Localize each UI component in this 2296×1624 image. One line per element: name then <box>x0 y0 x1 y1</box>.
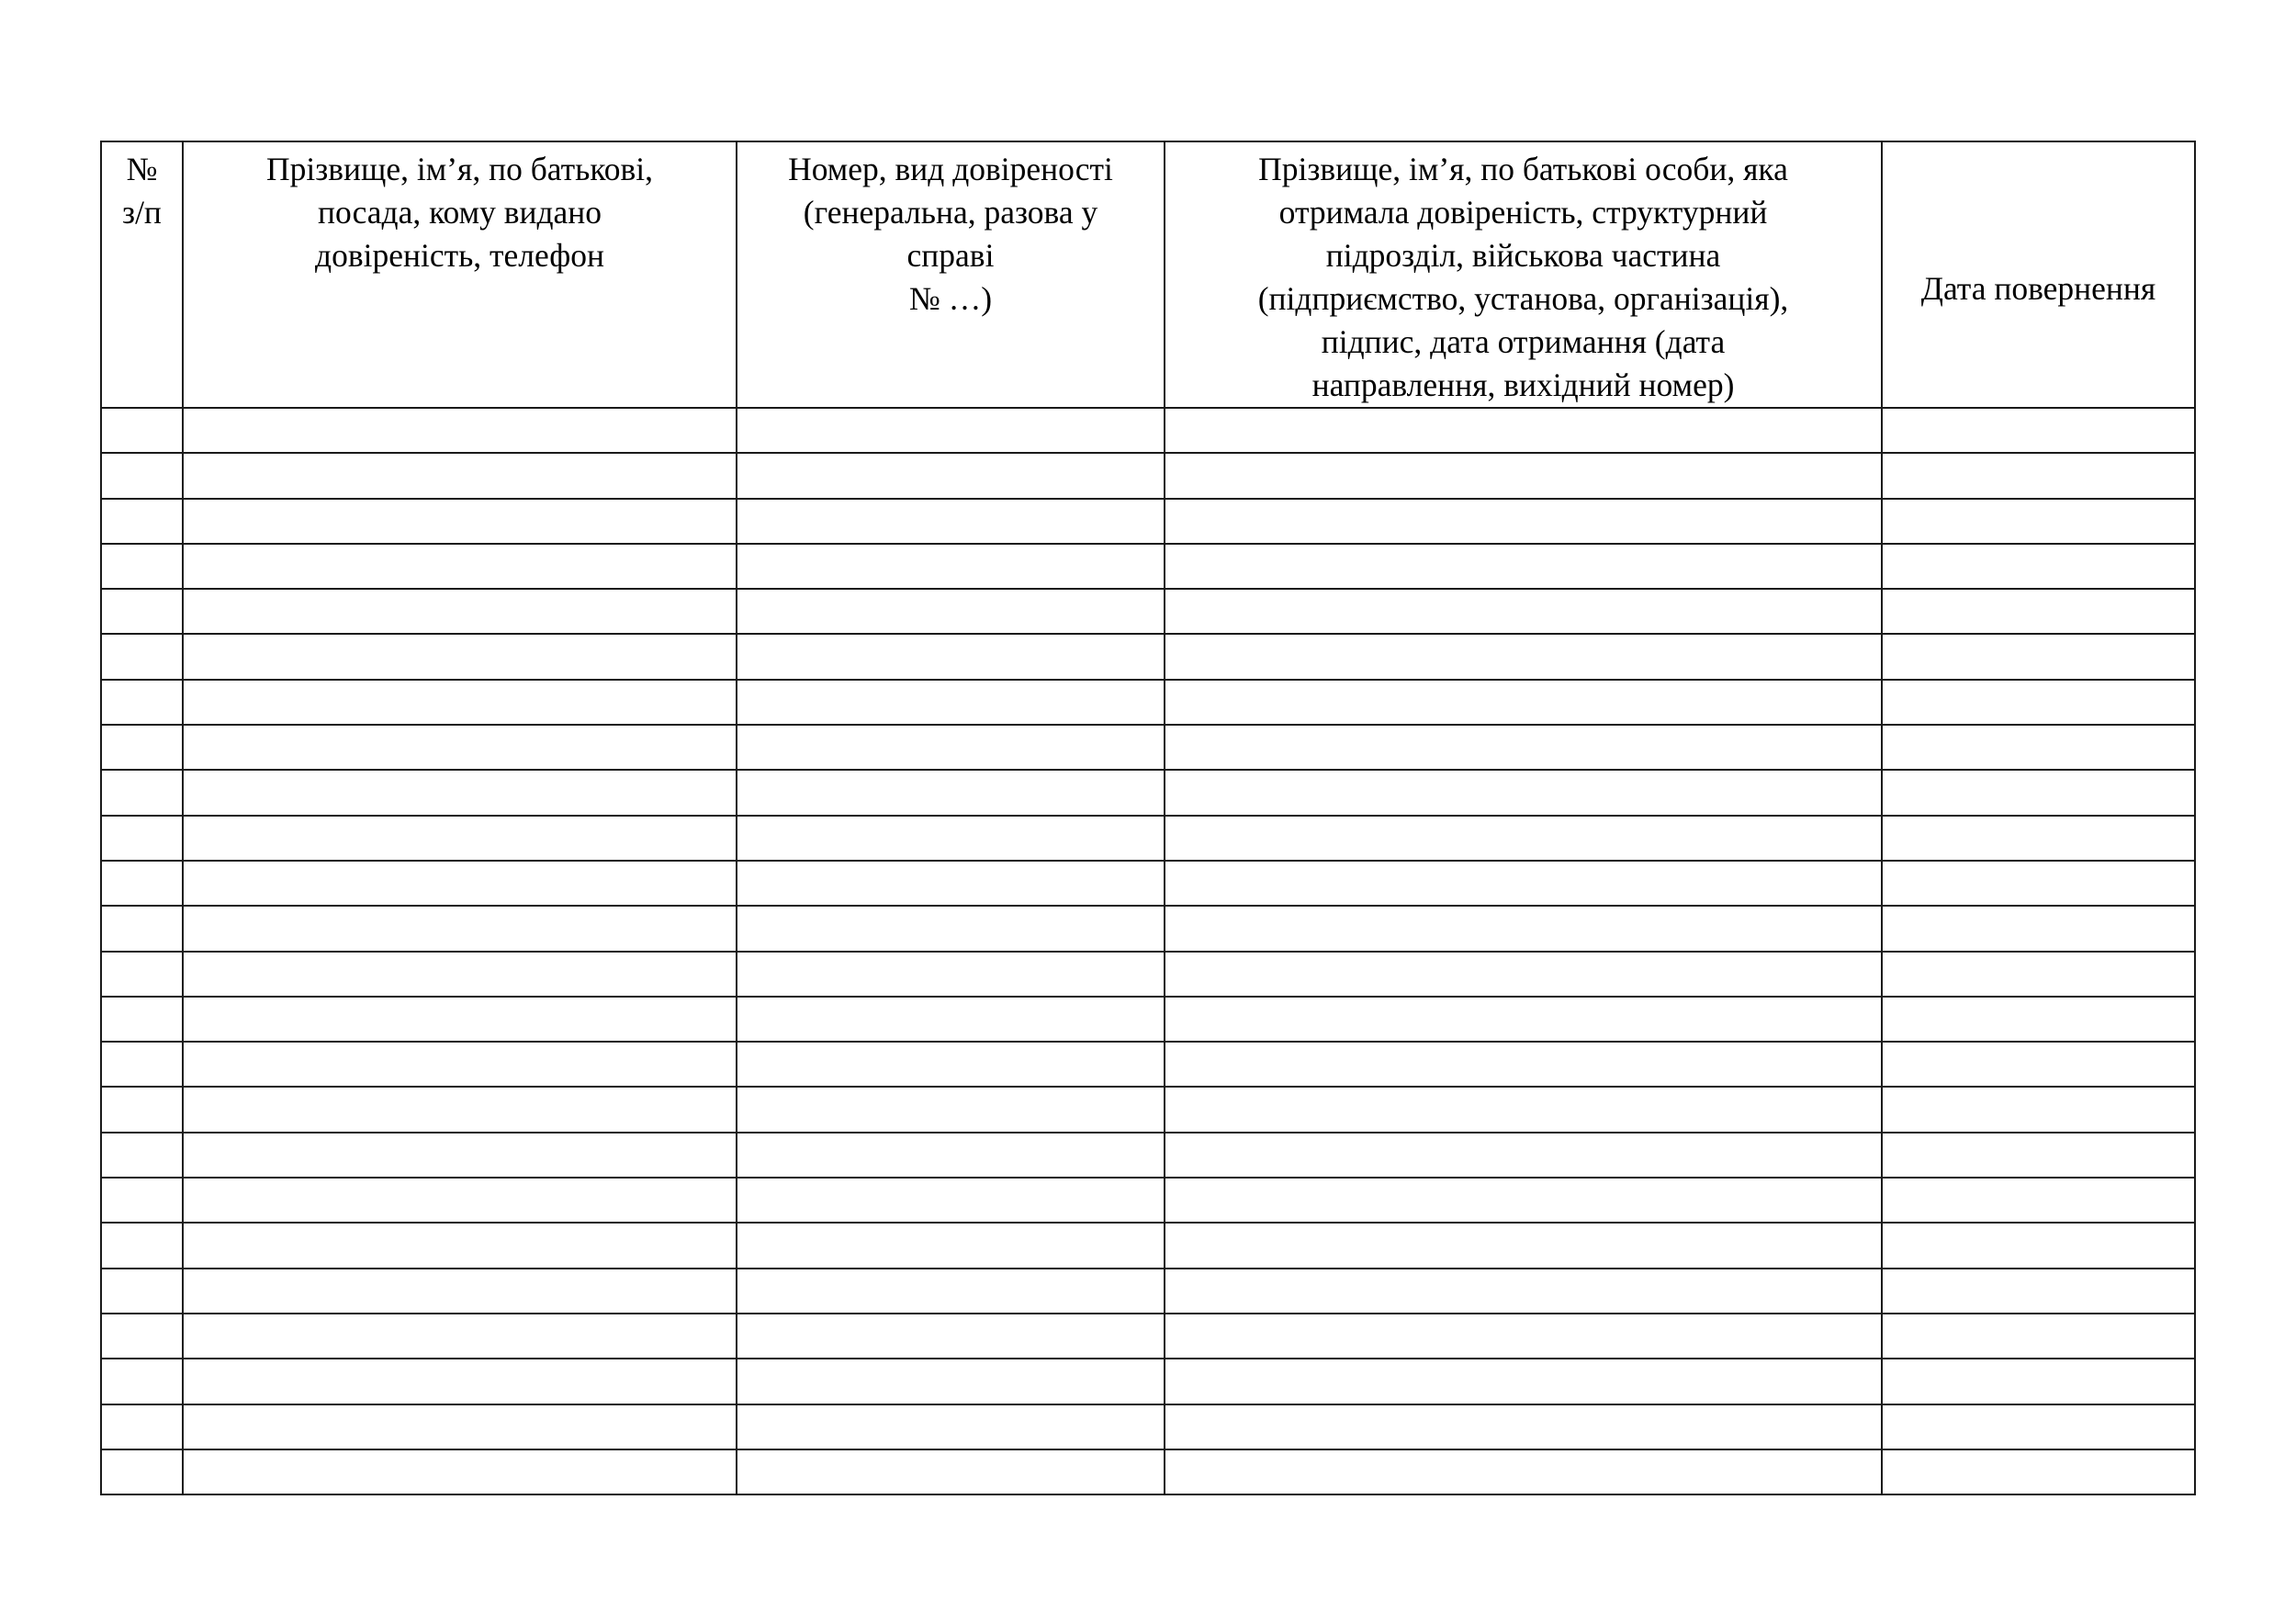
table-row <box>101 1404 2195 1449</box>
table-row <box>101 634 2195 679</box>
table-cell-received_by[interactable] <box>1165 1449 1882 1494</box>
table-cell-received_by[interactable] <box>1165 1087 1882 1132</box>
header-number: № з/п <box>101 141 183 408</box>
table-cell-received_by[interactable] <box>1165 1178 1882 1223</box>
table-row <box>101 906 2195 951</box>
table-cell-poa_number_type[interactable] <box>737 1133 1165 1178</box>
table-cell-return_date[interactable] <box>1882 1449 2195 1494</box>
table-cell-received_by[interactable] <box>1165 861 1882 906</box>
table-cell-poa_number_type[interactable] <box>737 499 1165 544</box>
table-cell-poa_number_type[interactable] <box>737 1223 1165 1268</box>
table-cell-num[interactable] <box>101 997 183 1042</box>
table-cell-received_by[interactable] <box>1165 589 1882 634</box>
table-cell-issued_to[interactable] <box>183 1133 737 1178</box>
table-cell-num[interactable] <box>101 1314 183 1359</box>
table-row <box>101 680 2195 725</box>
table-cell-num[interactable] <box>101 589 183 634</box>
table-cell-num[interactable] <box>101 1269 183 1314</box>
table-cell-received_by[interactable] <box>1165 1223 1882 1268</box>
table-cell-return_date[interactable] <box>1882 499 2195 544</box>
table-cell-received_by[interactable] <box>1165 770 1882 815</box>
table-cell-num[interactable] <box>101 453 183 498</box>
table-row <box>101 1223 2195 1268</box>
table-cell-received_by[interactable] <box>1165 499 1882 544</box>
table-cell-num[interactable] <box>101 544 183 589</box>
table-cell-return_date[interactable] <box>1882 544 2195 589</box>
header-received-by: Прізвище, ім’я, по батькові особи, яка отримала довіреність, структурний підрозділ, військова частина (підприємство, установа, організація), підпис, дата отримання (дата направлення, вихідний номер) <box>1165 141 1882 408</box>
table-row <box>101 499 2195 544</box>
table-cell-poa_number_type[interactable] <box>737 861 1165 906</box>
table-cell-return_date[interactable] <box>1882 589 2195 634</box>
table-cell-received_by[interactable] <box>1165 816 1882 861</box>
table-cell-issued_to[interactable] <box>183 408 737 453</box>
table-cell-poa_number_type[interactable] <box>737 952 1165 997</box>
table-row <box>101 952 2195 997</box>
table-row <box>101 1178 2195 1223</box>
table-cell-return_date[interactable] <box>1882 1087 2195 1132</box>
table-cell-poa_number_type[interactable] <box>737 408 1165 453</box>
table-cell-received_by[interactable] <box>1165 906 1882 951</box>
table-row <box>101 1042 2195 1087</box>
table-cell-return_date[interactable] <box>1882 816 2195 861</box>
table-cell-num[interactable] <box>101 816 183 861</box>
table-cell-poa_number_type[interactable] <box>737 1042 1165 1087</box>
table-cell-issued_to[interactable] <box>183 1404 737 1449</box>
table-cell-issued_to[interactable] <box>183 1223 737 1268</box>
table-cell-poa_number_type[interactable] <box>737 1087 1165 1132</box>
table-cell-num[interactable] <box>101 1223 183 1268</box>
table-cell-received_by[interactable] <box>1165 1269 1882 1314</box>
table-cell-poa_number_type[interactable] <box>737 1269 1165 1314</box>
table-cell-num[interactable] <box>101 1042 183 1087</box>
table-cell-return_date[interactable] <box>1882 997 2195 1042</box>
table-cell-return_date[interactable] <box>1882 453 2195 498</box>
table-row <box>101 1449 2195 1494</box>
table-cell-num[interactable] <box>101 770 183 815</box>
table-cell-num[interactable] <box>101 906 183 951</box>
header-issued-to: Прізвище, ім’я, по батькові, посада, кому видано довіреність, телефон <box>183 141 737 408</box>
table-cell-poa_number_type[interactable] <box>737 453 1165 498</box>
table-cell-issued_to[interactable] <box>183 1359 737 1404</box>
table-cell-issued_to[interactable] <box>183 725 737 770</box>
table-row <box>101 861 2195 906</box>
table-cell-issued_to[interactable] <box>183 499 737 544</box>
table-cell-return_date[interactable] <box>1882 861 2195 906</box>
table-cell-return_date[interactable] <box>1882 1359 2195 1404</box>
table-cell-return_date[interactable] <box>1882 634 2195 679</box>
table-cell-poa_number_type[interactable] <box>737 680 1165 725</box>
table-row <box>101 997 2195 1042</box>
table-cell-num[interactable] <box>101 1404 183 1449</box>
table-cell-poa_number_type[interactable] <box>737 1314 1165 1359</box>
table-cell-poa_number_type[interactable] <box>737 634 1165 679</box>
table-cell-poa_number_type[interactable] <box>737 1404 1165 1449</box>
table-cell-return_date[interactable] <box>1882 906 2195 951</box>
table-cell-return_date[interactable] <box>1882 1133 2195 1178</box>
table-cell-num[interactable] <box>101 408 183 453</box>
table-cell-issued_to[interactable] <box>183 589 737 634</box>
table-row <box>101 589 2195 634</box>
table-cell-issued_to[interactable] <box>183 906 737 951</box>
table-cell-return_date[interactable] <box>1882 408 2195 453</box>
table-cell-issued_to[interactable] <box>183 1314 737 1359</box>
table-cell-issued_to[interactable] <box>183 997 737 1042</box>
table-row <box>101 1133 2195 1178</box>
table-cell-issued_to[interactable] <box>183 1042 737 1087</box>
table-cell-poa_number_type[interactable] <box>737 816 1165 861</box>
table-cell-poa_number_type[interactable] <box>737 770 1165 815</box>
table-row <box>101 1359 2195 1404</box>
table-cell-received_by[interactable] <box>1165 725 1882 770</box>
table-cell-issued_to[interactable] <box>183 1178 737 1223</box>
table-row <box>101 408 2195 453</box>
table-row <box>101 1087 2195 1132</box>
table-cell-poa_number_type[interactable] <box>737 1449 1165 1494</box>
table-cell-return_date[interactable] <box>1882 1178 2195 1223</box>
table-row <box>101 1314 2195 1359</box>
table-row <box>101 816 2195 861</box>
table-cell-return_date[interactable] <box>1882 1223 2195 1268</box>
table-cell-received_by[interactable] <box>1165 1404 1882 1449</box>
table-cell-received_by[interactable] <box>1165 1133 1882 1178</box>
table-cell-return_date[interactable] <box>1882 1042 2195 1087</box>
table-cell-num[interactable] <box>101 634 183 679</box>
table-cell-issued_to[interactable] <box>183 770 737 815</box>
table-cell-received_by[interactable] <box>1165 1359 1882 1404</box>
table-cell-issued_to[interactable] <box>183 453 737 498</box>
table-cell-received_by[interactable] <box>1165 952 1882 997</box>
table-cell-issued_to[interactable] <box>183 1087 737 1132</box>
header-poa-number-type: Номер, вид довіреності (генеральна, разова у справі № …) <box>737 141 1165 408</box>
table-cell-issued_to[interactable] <box>183 634 737 679</box>
table-cell-received_by[interactable] <box>1165 680 1882 725</box>
table-cell-received_by[interactable] <box>1165 453 1882 498</box>
power-of-attorney-register-table <box>100 141 2196 1495</box>
table-cell-issued_to[interactable] <box>183 861 737 906</box>
table-cell-received_by[interactable] <box>1165 634 1882 679</box>
table-cell-return_date[interactable] <box>1882 680 2195 725</box>
table-cell-issued_to[interactable] <box>183 1269 737 1314</box>
table-cell-num[interactable] <box>101 1178 183 1223</box>
table-cell-poa_number_type[interactable] <box>737 1178 1165 1223</box>
table-cell-num[interactable] <box>101 1359 183 1404</box>
table-cell-poa_number_type[interactable] <box>737 589 1165 634</box>
table-cell-issued_to[interactable] <box>183 1449 737 1494</box>
table-cell-return_date[interactable] <box>1882 770 2195 815</box>
table-cell-issued_to[interactable] <box>183 544 737 589</box>
table-cell-issued_to[interactable] <box>183 816 737 861</box>
table-cell-received_by[interactable] <box>1165 544 1882 589</box>
table-cell-num[interactable] <box>101 499 183 544</box>
table-cell-received_by[interactable] <box>1165 1042 1882 1087</box>
table-cell-issued_to[interactable] <box>183 680 737 725</box>
table-cell-return_date[interactable] <box>1882 725 2195 770</box>
table-cell-poa_number_type[interactable] <box>737 906 1165 951</box>
table-cell-poa_number_type[interactable] <box>737 997 1165 1042</box>
table-row <box>101 770 2195 815</box>
table-row <box>101 453 2195 498</box>
table-cell-poa_number_type[interactable] <box>737 544 1165 589</box>
table-cell-return_date[interactable] <box>1882 1269 2195 1314</box>
table-row <box>101 725 2195 770</box>
header-return-date: Дата повернення <box>1882 141 2195 408</box>
table-cell-received_by[interactable] <box>1165 1314 1882 1359</box>
table-cell-issued_to[interactable] <box>183 952 737 997</box>
table-cell-return_date[interactable] <box>1882 1314 2195 1359</box>
table-cell-num[interactable] <box>101 1087 183 1132</box>
table-row <box>101 544 2195 589</box>
table-cell-received_by[interactable] <box>1165 997 1882 1042</box>
table-cell-poa_number_type[interactable] <box>737 1359 1165 1404</box>
table-row <box>101 1269 2195 1314</box>
table-cell-return_date[interactable] <box>1882 952 2195 997</box>
table-body <box>101 408 2195 1494</box>
table-cell-num[interactable] <box>101 725 183 770</box>
table-cell-num[interactable] <box>101 680 183 725</box>
table-cell-poa_number_type[interactable] <box>737 725 1165 770</box>
table-cell-num[interactable] <box>101 861 183 906</box>
header-row <box>101 141 2195 408</box>
table-cell-num[interactable] <box>101 1133 183 1178</box>
table-cell-num[interactable] <box>101 1449 183 1494</box>
table-cell-num[interactable] <box>101 952 183 997</box>
table-cell-return_date[interactable] <box>1882 1404 2195 1449</box>
table-cell-received_by[interactable] <box>1165 408 1882 453</box>
